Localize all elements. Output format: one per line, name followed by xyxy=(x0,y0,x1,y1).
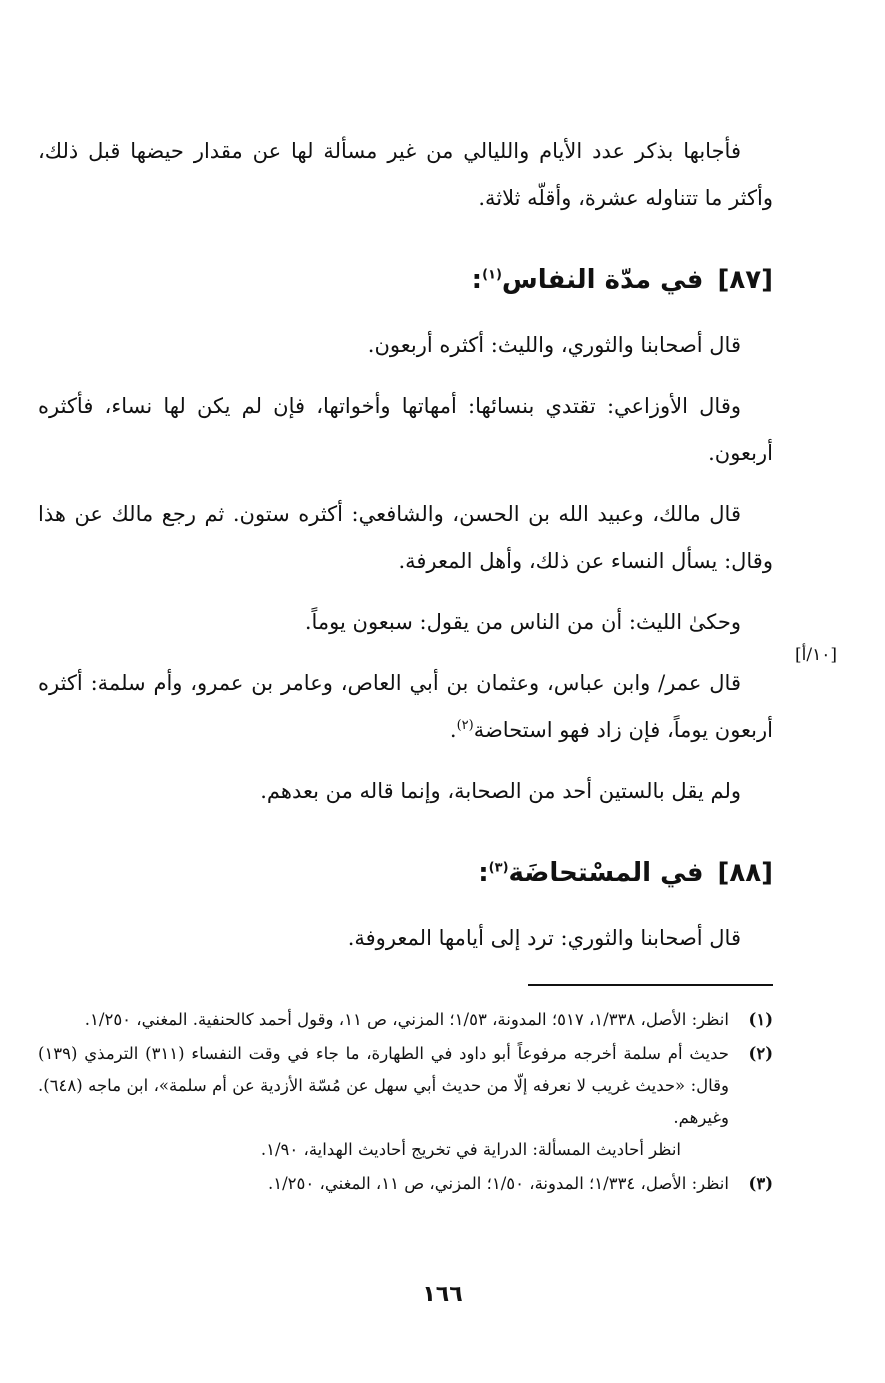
section-heading-88 xyxy=(38,849,773,897)
paragraph-intro: فأجابها بذكر عدد الأيام والليالي من غير مسألة لها عن مقدار حيضها قبل ذلك، وأكثر ما تتناوله عشرة، وأقلّه ثلاثة. xyxy=(38,139,773,210)
footnote-3 xyxy=(38,1168,773,1200)
footnote-separator xyxy=(528,984,773,986)
manuscript-folio-marker: [١٠/أ] xyxy=(795,645,837,665)
footnote-body xyxy=(38,1038,729,1166)
paragraph: وحكىٰ الليث: أن من الناس من يقول: سبعون يوماً. xyxy=(304,610,741,634)
page-number: ١٦٦ xyxy=(422,1282,463,1307)
footnote-1 xyxy=(38,1004,773,1036)
paragraph: قال أصحابنا والثوري: ترد إلى أيامها المعروفة. xyxy=(347,926,741,950)
footnote-subnote: انظر أحاديث المسألة: الدراية في تخريج أحاديث الهداية، ١/٩٠. xyxy=(260,1140,681,1159)
footnote-ref: (٢) xyxy=(456,718,474,733)
paragraph: قال مالك، وعبيد الله بن الحسن، والشافعي: أكثره ستون. ثم رجع مالك عن هذا وقال: يسأل النساء عن ذلك، وأهل المعرفة. xyxy=(38,502,773,573)
section-title: في المسْتحاضَة xyxy=(508,858,704,888)
paragraph: قال أصحابنا والثوري، والليث: أكثره أربعون. xyxy=(367,333,741,357)
footnote-number: (٣) xyxy=(748,1174,773,1193)
main-text xyxy=(38,128,773,976)
paragraph-text: قال عمر/ وابن عباس، وعثمان بن أبي العاص، وعامر بن عمرو، وأم سلمة: أكثره أربعون يوماً، فإن زاد فهو استحاضة xyxy=(38,671,773,742)
paragraph-umar xyxy=(38,660,773,754)
section-number: [٨٧] xyxy=(717,265,773,295)
footnote-number: (١) xyxy=(748,1010,773,1029)
paragraph: وقال الأوزاعي: تقتدي بنسائها: أمهاتها وأخواتها، فإن لم يكن لها نساء، فأكثره أربعون. xyxy=(38,394,773,465)
footnote-text: انظر: الأصل، ١/٣٣٨، ٥١٧؛ المدونة، ١/٥٣؛ المزني، ص ١١، وقول أحمد كالحنفية. المغني، ١/٢٥٠. xyxy=(84,1010,729,1029)
heading-colon: : xyxy=(471,265,483,295)
heading-colon: : xyxy=(478,858,489,888)
paragraph-end: . xyxy=(449,718,457,742)
footnote-text: حديث أم سلمة أخرجه مرفوعاً أبو داود في الطهارة، ما جاء في وقت النفساء (٣١١) الترمذي (١٣٩) وقال: «حديث غريب لا نعرفه إلّا من حديث أبي سهل عن مُسّة الأزدية عن أم سلمة»، ابن ماجه (٦٤٨). وغيرهم. xyxy=(38,1044,729,1127)
section-title: في مدّة النفاس xyxy=(501,265,704,295)
footnote-text: انظر: الأصل، ١/٣٣٤؛ المدونة، ١/٥٠؛ المزني، ص ١١، المغني، ١/٢٥٠. xyxy=(268,1174,729,1193)
footnotes xyxy=(38,1004,773,1202)
footnote-ref: (١) xyxy=(482,267,502,283)
footnote-2 xyxy=(38,1038,773,1166)
section-heading-87 xyxy=(38,256,773,304)
footnote-ref: (٣) xyxy=(488,860,509,876)
section-number: [٨٨] xyxy=(717,858,773,888)
paragraph: ولم يقل بالستين أحد من الصحابة، وإنما قاله من بعدهم. xyxy=(260,779,741,803)
footnote-number: (٢) xyxy=(748,1044,773,1063)
